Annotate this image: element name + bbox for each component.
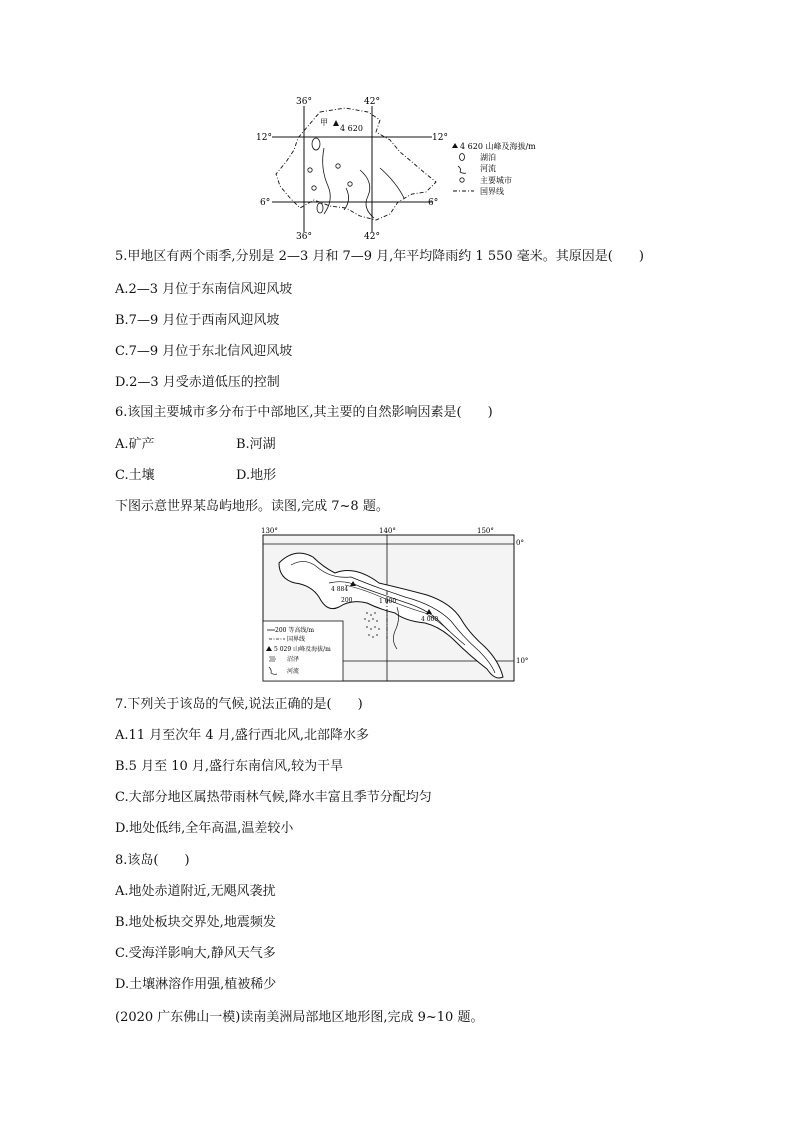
question-7-option-b[interactable]: B.5 月至 10 月,盛行东南信风,较为干旱 [115, 759, 344, 774]
legend-peak: 5 029 山峰及海拔/m [274, 646, 331, 653]
question-5-option-a[interactable]: A.2—3 月位于东南信风迎风坡 [115, 282, 293, 297]
lat-label-0: 0° [516, 539, 524, 547]
question-7-option-a[interactable]: A.11 月至次年 4 月,盛行西北风,北部降水多 [115, 728, 369, 743]
peak-value: 4 620 [340, 124, 363, 133]
legend-peak-icon [452, 143, 458, 148]
lon-label-36-top: 36° [296, 97, 312, 107]
city-marker [312, 186, 316, 190]
lat-label-12-left: 12° [256, 133, 272, 143]
question-8-stem: 8.该岛( ) [115, 853, 190, 868]
question-7-option-c[interactable]: C.大部分地区属热带雨林气候,降水丰富且季节分配均匀 [115, 790, 432, 805]
question-6-option-a[interactable]: A.矿产 [115, 437, 155, 452]
question-5-stem: 5.甲地区有两个雨季,分别是 2—3 月和 7—9 月,年平均降雨约 1 550 毫米。其原因是( ) [115, 249, 644, 264]
lon-label-42-top: 42° [364, 97, 380, 107]
intro-questions-7-8: 下图示意世界某岛屿地形。读图,完成 7~8 题。 [115, 499, 389, 514]
lake-icon [317, 203, 323, 213]
question-5-option-b[interactable]: B.7—9 月位于西南风迎风坡 [115, 313, 280, 328]
lon-label-130: 130° [261, 527, 278, 535]
lon-label-42-bottom: 42° [364, 232, 380, 240]
river-4 [380, 168, 404, 198]
river-1 [323, 148, 331, 214]
lon-label-150: 150° [477, 527, 494, 535]
legend-lake-icon [460, 154, 465, 161]
lon-label-36-bottom: 36° [296, 232, 312, 240]
city-marker [348, 182, 352, 186]
question-7-option-d[interactable]: D.地处低纬,全年高温,温差较小 [115, 821, 294, 836]
lake-icon [312, 138, 320, 150]
lat-label-6-left: 6° [260, 198, 271, 208]
legend-border: 国界线 [480, 187, 504, 196]
question-7-stem: 7.下列关于该岛的气候,说法正确的是( ) [115, 697, 363, 712]
river-3 [344, 188, 349, 210]
peak-triangle [333, 120, 339, 126]
legend-contour: 200 等高线/m [275, 627, 315, 634]
legend-border: 国界线 [287, 636, 306, 643]
question-5-option-d[interactable]: D.2—3 月受赤道低压的控制 [115, 375, 280, 390]
lat-label-12-right: 12° [432, 133, 448, 143]
legend-city: 主要城市 [480, 176, 512, 185]
lat-label-10: 10° [516, 657, 529, 665]
question-6-option-b[interactable]: B.河湖 [236, 437, 276, 452]
legend-city-icon [460, 178, 464, 182]
peak-label-right: 4 000 [421, 616, 439, 623]
city-marker [308, 168, 312, 172]
legend-swamp: 沼泽 [287, 656, 300, 663]
legend-river: 河流 [480, 164, 496, 173]
question-8-option-a[interactable]: A.地处赤道附近,无飓风袭扰 [115, 884, 276, 899]
question-6-stem: 6.该国主要城市多分布于中部地区,其主要的自然影响因素是( ) [115, 405, 493, 420]
legend-river-icon [458, 166, 466, 173]
question-8-option-c[interactable]: C.受海洋影响大,静风天气多 [115, 946, 276, 961]
map-figure-1 [250, 90, 550, 240]
contour-label-200: 200 [341, 597, 353, 604]
legend-peak: 4 620 山峰及海拔/m [460, 142, 536, 151]
contour-label-1000: 1 000 [379, 598, 397, 605]
lat-label-6-right: 6° [428, 198, 439, 208]
question-6-option-d[interactable]: D.地形 [236, 468, 277, 483]
legend-river: 河流 [287, 668, 300, 675]
city-marker [336, 164, 340, 168]
legend-lake: 湖泊 [480, 153, 496, 162]
question-6-option-c[interactable]: C.土壤 [115, 468, 155, 483]
question-8-option-d[interactable]: D.土壤淋溶作用强,植被稀少 [115, 977, 277, 992]
question-5-option-c[interactable]: C.7—9 月位于东北信风迎风坡 [115, 344, 293, 359]
map-figure-2 [255, 527, 530, 687]
intro-questions-9-10: (2020 广东佛山一模)读南美洲局部地区地形图,完成 9~10 题。 [115, 1010, 484, 1025]
lon-label-140: 140° [379, 527, 396, 535]
question-8-option-b[interactable]: B.地处板块交界处,地震频发 [115, 915, 276, 930]
peak-label: 甲 [320, 118, 328, 127]
peak-label-left: 4 884 [331, 586, 349, 593]
